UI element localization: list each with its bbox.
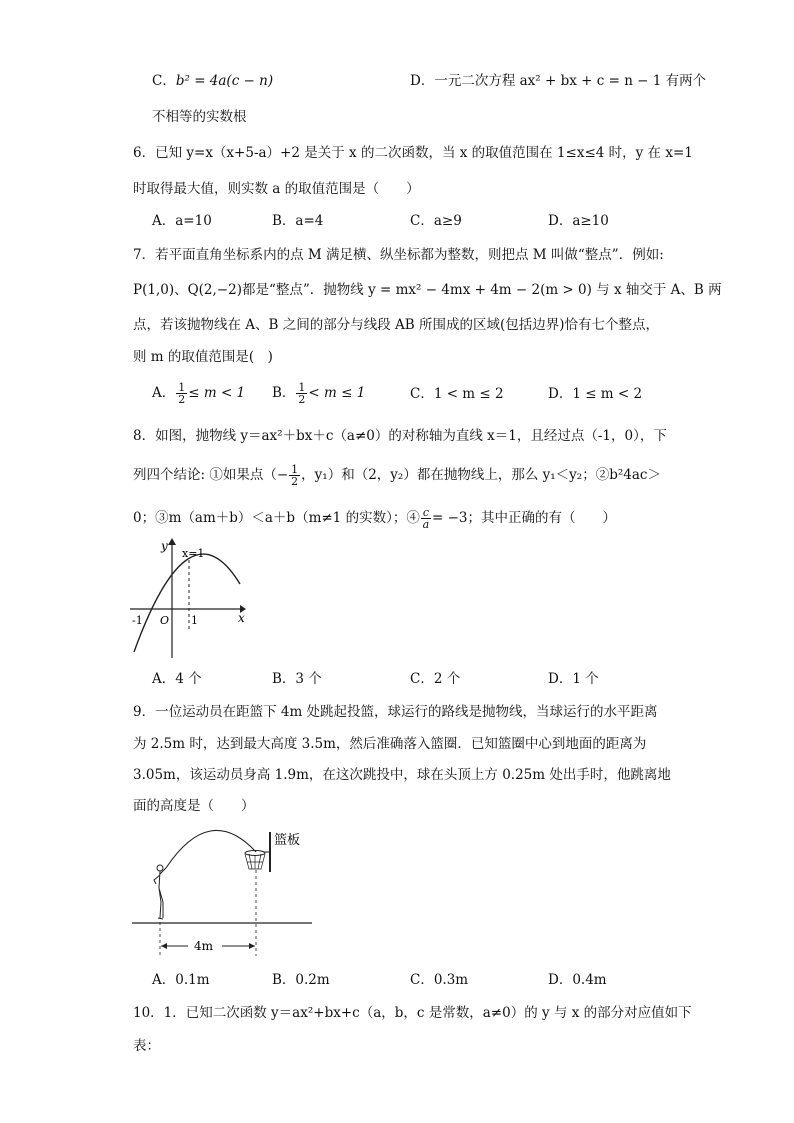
q8-option-a: A．4 个 (152, 671, 202, 687)
q9-line4: 面的高度是（ ） (133, 798, 255, 814)
player-figure (154, 865, 166, 919)
hoop-net (245, 854, 265, 869)
graph-y-label: y (161, 539, 168, 553)
q7-option-d: D．1 ≤ m < 2 (548, 386, 643, 402)
graph-origin-label: O (160, 614, 170, 627)
q5-option-c: C．b² = 4a(c − n) (152, 73, 274, 89)
q8-option-d: D．1 个 (548, 671, 599, 687)
q7-line3: 点，若该抛物线在 A、B 之间的部分与线段 AB 所围成的区域(包括边界)恰有七个整点， (133, 317, 660, 333)
q10-line2: 表： (133, 1038, 160, 1054)
graph-1-label: 1 (191, 614, 198, 627)
q7-line2: P(1,0)、Q(2,−2)都是“整点”．抛物线 y = mx² − 4mx + 4m − 2(m > 0) 与 x 轴交于 A、B 两 (133, 282, 722, 298)
q6-option-c: C．a≥9 (410, 213, 462, 229)
q9-line2: 为 2.5m 时，达到最大高度 3.5m，然后准确落入篮圈．已知篮圈中心到地面的距离为 (133, 736, 647, 752)
graph-x-label: x (238, 611, 245, 625)
q9-line3: 3.05m，该运动员身高 1.9m，在这次跳投中，球在头顶上方 0.25m 处出手时，他跳离地 (133, 767, 671, 783)
graph-axis-label: x=1 (182, 547, 205, 560)
q7-option-b: B． $\frac{1}{2}$ < m ≤ 1 (272, 381, 366, 406)
q7-line1: 7．若平面直角坐标系内的点 M 满足横、纵坐标都为整数，则把点 M 叫做“整点”．例如: (133, 247, 664, 263)
q6-line1: 6．已知 y=x（x+5-a）+2 是关于 x 的二次函数，当 x 的取值范围在 1≤x≤4 时，y 在 x=1 (133, 145, 693, 161)
q6-option-a: A．a=10 (152, 213, 212, 229)
q10-line1: 10．1．已知二次函数 y＝ax²+bx+c（a，b，c 是常数，a≠0）的 y 与 x 的部分对应值如下 (133, 1005, 692, 1021)
distance-label: 4m (194, 939, 214, 953)
q8-line3: 0；③m（am＋b）＜a＋b（m≠1 的实数）；④ $\frac{c}{a}$ = −3；其中正确的有（ ） (133, 506, 617, 531)
q6-option-d: D．a≥10 (548, 213, 609, 229)
q7-option-c: C．1 < m ≤ 2 (410, 386, 504, 402)
graph-neg1-label: -1 (132, 614, 143, 627)
q5-option-d-cont: 不相等的实数根 (152, 109, 247, 125)
q6-line2: 时取得最大值，则实数 a 的取值范围是（ ） (133, 181, 420, 197)
q8-parabola-graph (128, 536, 253, 661)
q7-line4: 则 m 的取值范围是( ) (133, 349, 273, 365)
q9-option-d: D．0.4m (548, 972, 607, 988)
q8-line2: 列四个结论: ①如果点（− $\frac{1}{2}$ ，y₁）和（2，y₂）都在抛物线上，那么 y₁＜y₂；②b²4ac＞ (133, 463, 661, 488)
q9-option-b: B．0.2m (272, 972, 330, 988)
q7-option-a: A． $\frac{1}{2}$ ≤ m < 1 (152, 381, 246, 406)
ball-trajectory (166, 830, 256, 868)
q6-option-b: B．a=4 (272, 213, 324, 229)
q8-option-b: B．3 个 (272, 671, 322, 687)
q8-option-c: C．2 个 (410, 671, 461, 687)
backboard-label: 篮板 (274, 833, 301, 848)
q9-basketball-figure (130, 822, 320, 962)
parabola-curve (134, 554, 240, 652)
q8-line1: 8．如图，抛物线 y＝ax²＋bx＋c（a≠0）的对称轴为直线 x＝1，且经过点（-1，0），下 (133, 428, 667, 444)
q5-option-d: D．一元二次方程 ax² + bx + c = n − 1 有两个 (410, 73, 707, 89)
y-axis-arrow (168, 538, 176, 545)
q9-option-a: A．0.1m (152, 972, 210, 988)
q9-line1: 9．一位运动员在距篮下 4m 处跳起投篮，球运行的路线是抛物线，当球运行的水平距离 (133, 704, 658, 720)
q9-option-c: C．0.3m (410, 972, 469, 988)
